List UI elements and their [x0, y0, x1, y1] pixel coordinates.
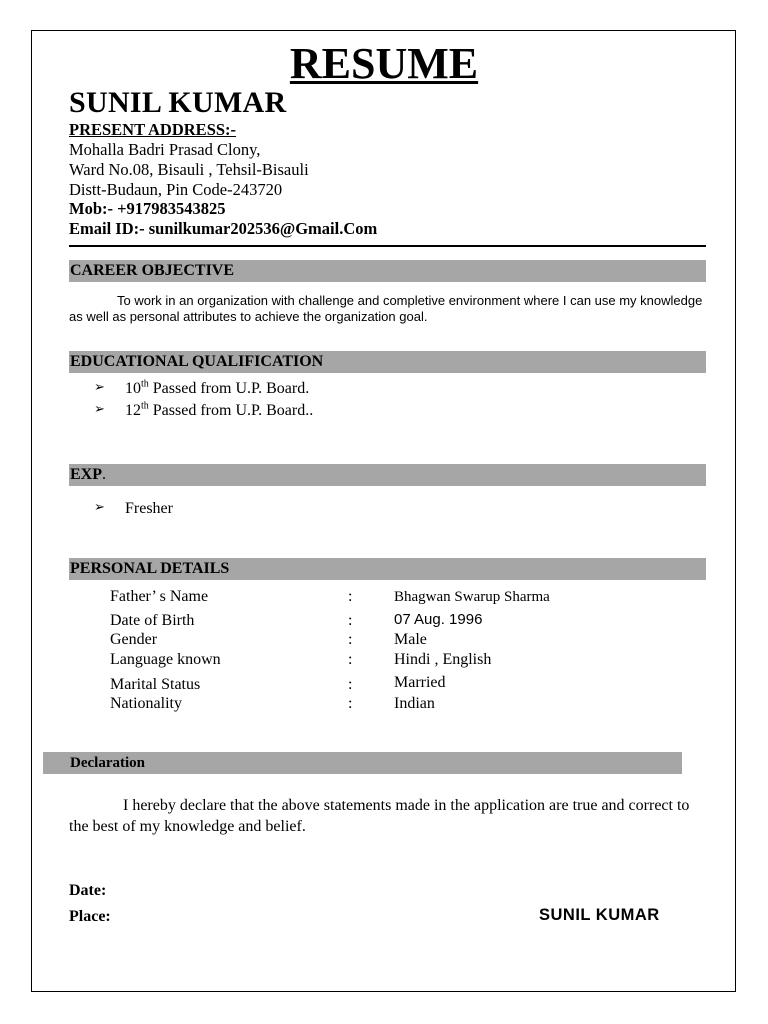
language-known-label: Language known: [110, 651, 221, 668]
marital-status-label: Marital Status: [110, 676, 201, 693]
email-address: Email ID:- sunilkumar202536@Gmail.Com: [69, 219, 378, 238]
personal-details-heading-text: PERSONAL DETAILS: [70, 560, 230, 577]
resume-title: RESUME: [289, 39, 479, 88]
address-line-3: Distt-Budaun, Pin Code-243720: [69, 180, 283, 199]
place-label: Place:: [69, 908, 111, 925]
date-of-birth-value: 07 Aug. 1996: [394, 611, 483, 628]
date-label: Date:: [69, 882, 107, 899]
language-known-value: Hindi , English: [394, 651, 492, 668]
candidate-name: SUNIL KUMAR: [69, 86, 287, 119]
date-of-birth-label: Date of Birth: [110, 612, 195, 629]
gender-value: Male: [394, 631, 427, 648]
nationality-value: Indian: [394, 695, 435, 712]
arrow-bullet-icon: ➢: [94, 402, 105, 417]
experience-item: Fresher: [125, 500, 173, 517]
address-line-2: Ward No.08, Bisauli , Tehsil-Bisauli: [69, 160, 309, 179]
separator-colon: :: [348, 676, 353, 693]
separator-colon: :: [348, 651, 353, 668]
personal-details-heading: [69, 558, 706, 580]
declaration-heading: [43, 752, 682, 774]
header-divider: [69, 245, 706, 247]
career-objective-heading: [69, 260, 706, 282]
declaration-text: I hereby declare that the above statements made in the application are true and correct to the best of my knowledge and belief.: [69, 797, 690, 835]
gender-label: Gender: [110, 631, 158, 648]
experience-heading-suffix: .: [102, 466, 106, 483]
separator-colon: :: [348, 695, 353, 712]
marital-status-value: Married: [394, 674, 446, 691]
mobile-number: Mob:- +917983543825: [69, 199, 226, 218]
career-objective-heading-text: CAREER OBJECTIVE: [70, 262, 235, 279]
education-heading-text: EDUCATIONAL QUALIFICATION: [70, 353, 324, 370]
address-label: PRESENT ADDRESS:-: [69, 120, 237, 139]
signature-name: SUNIL KUMAR: [539, 906, 660, 924]
arrow-bullet-icon: ➢: [94, 380, 105, 395]
address-line-1: Mohalla Badri Prasad Clony,: [69, 140, 261, 159]
career-objective-text: To work in an organization with challenge and completive environment where I can use my knowledge as well as personal attributes to achieve the organization goal.: [69, 293, 703, 324]
fathers-name-value: Bhagwan Swarup Sharma: [394, 589, 550, 605]
experience-heading: [69, 464, 706, 486]
nationality-label: Nationality: [110, 695, 182, 712]
arrow-bullet-icon: ➢: [94, 500, 105, 515]
fathers-name-label: Father’ s Name: [110, 588, 209, 605]
experience-heading-text: EXP: [70, 466, 102, 483]
separator-colon: :: [348, 631, 353, 648]
declaration-heading-text: Declaration: [70, 755, 145, 771]
separator-colon: :: [348, 612, 353, 629]
separator-colon: :: [348, 588, 353, 605]
education-heading: [69, 351, 706, 373]
